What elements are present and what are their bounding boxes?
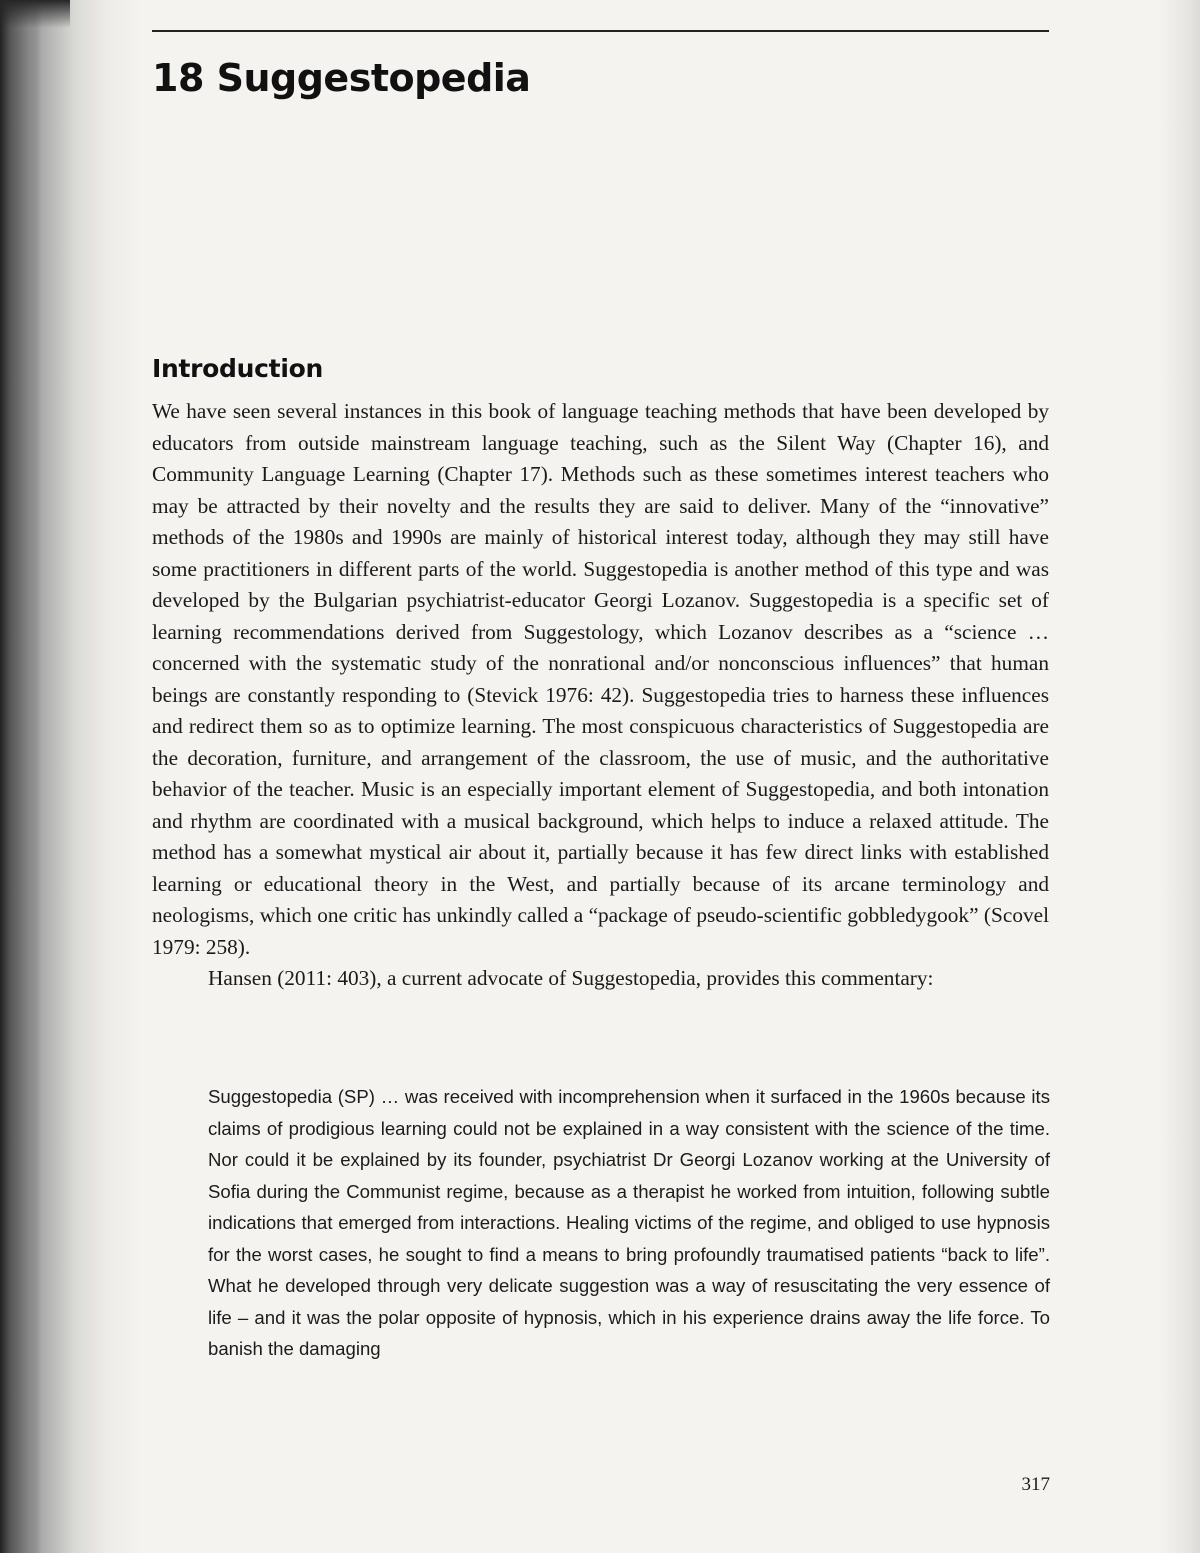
- header-rule: [152, 30, 1049, 32]
- section-heading: Introduction: [152, 354, 323, 383]
- paragraph-hansen-lead: Hansen (2011: 403), a current advocate of Suggestopedia, provides this commentary:: [208, 966, 934, 990]
- body-text: [152, 396, 1049, 995]
- page-right-edge: [1160, 0, 1200, 1553]
- paragraph-intro: We have seen several instances in this book of language teaching methods that have been developed by educators from outside mainstream language teaching, such as the Silent Way (Chapter 16), and Community Language Learning (Chapter 17). Methods such as these sometimes interest teachers who may be attracted by their novelty and the results they are said to deliver. Many of the “innovative” methods of the 1980s and 1990s are mainly of historical interest today, although they may still have some practitioners in different parts of the world. Suggestopedia is another method of this type and was developed by the Bulgarian psychiatrist-educator Georgi Lozanov. Suggestopedia is a specific set of learning recommendations derived from Suggestology, which Lozanov describes as a “science … concerned with the systematic study of the nonrational and/or nonconscious influences” that human beings are constantly responding to (Stevick 1976: 42). Suggestopedia tries to harness these influences and redirect them so as to optimize learning. The most conspicuous characteristics of Suggestopedia are the decoration, furniture, and arrangement of the classroom, the use of music, and the authoritative behavior of the teacher. Music is an especially important element of Suggestopedia, and both intonation and rhythm are coordinated with a musical background, which helps to induce a relaxed attitude. The method has a somewhat mystical air about it, partially because it has few direct links with established learning or educational theory in the West, and partially because of its arcane terminology and neologisms, which one critic has unkindly called a “package of pseudo-scientific gobbledygook” (Scovel 1979: 258).: [152, 399, 1049, 959]
- block-quote: [208, 1081, 1050, 1365]
- quote-text: Suggestopedia (SP) … was received with incomprehension when it surfaced in the 1960s because its claims of prodigious learning could not be explained in a way consistent with the science of the time. Nor could it be explained by its founder, psychiatrist Dr Georgi Lozanov working at the University of Sofia during the Communist regime, because as a therapist he worked from intuition, following subtle indications that emerged from interactions. Healing victims of the regime, and obliged to use hypnosis for the worst cases, he sought to find a means to bring profoundly traumatised patients “back to life”. What he developed through very delicate suggestion was a way of resuscitating the very essence of life – and it was the polar opposite of hypnosis, which in his experience drains away the life force. To banish the damaging: [208, 1086, 1050, 1359]
- page-corner-shadow: [0, 0, 70, 28]
- chapter-title: 18 Suggestopedia: [152, 56, 531, 100]
- page-number: 317: [1021, 1474, 1050, 1495]
- binding-edge: [0, 0, 42, 1553]
